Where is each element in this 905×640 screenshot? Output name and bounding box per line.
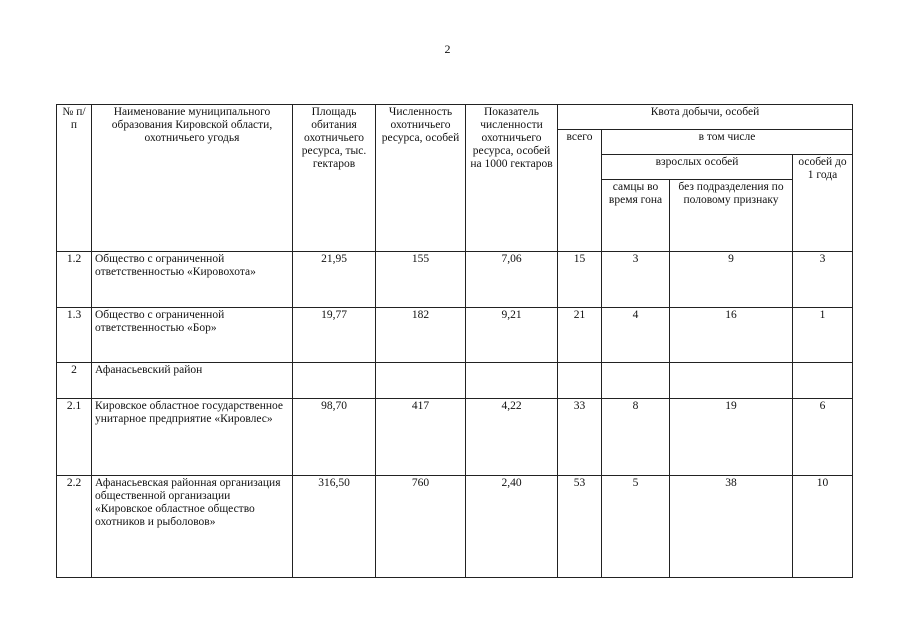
table-row	[57, 308, 853, 363]
cell-density	[466, 363, 558, 399]
cell-area: 316,50	[293, 476, 376, 578]
cell-density: 2,40	[466, 476, 558, 578]
cell-males: 8	[602, 399, 670, 476]
table-row	[57, 252, 853, 308]
header-adults: взрослых особей	[602, 155, 793, 180]
cell-young: 10	[793, 476, 853, 578]
cell-males: 4	[602, 308, 670, 363]
table-row	[57, 399, 853, 476]
cell-total: 33	[558, 399, 602, 476]
cell-nodiv: 38	[670, 476, 793, 578]
cell-name: Афанасьевская районная организация общественной организации «Кировское областное общество охотников и рыболовов»	[92, 476, 293, 578]
cell-no: 2.1	[57, 399, 92, 476]
cell-density: 4,22	[466, 399, 558, 476]
header-quota-total: всего	[558, 130, 602, 252]
cell-young: 1	[793, 308, 853, 363]
cell-name: Общество с ограниченной ответственностью «Кировохота»	[92, 252, 293, 308]
quota-table	[56, 104, 853, 578]
cell-nodiv: 16	[670, 308, 793, 363]
cell-count: 155	[376, 252, 466, 308]
cell-count: 182	[376, 308, 466, 363]
cell-young	[793, 363, 853, 399]
cell-area	[293, 363, 376, 399]
cell-no: 1.2	[57, 252, 92, 308]
cell-nodiv: 19	[670, 399, 793, 476]
cell-area: 98,70	[293, 399, 376, 476]
cell-name: Афанасьевский район	[92, 363, 293, 399]
page-number: 2	[444, 42, 451, 56]
header-no-sex-division: без подразделения по половому признаку	[670, 180, 793, 252]
cell-no: 1.3	[57, 308, 92, 363]
header-row	[57, 105, 853, 130]
header-area: Площадь обитания охотничьего ресурса, тыс. гектаров	[293, 105, 376, 252]
cell-total: 53	[558, 476, 602, 578]
cell-males: 5	[602, 476, 670, 578]
cell-males	[602, 363, 670, 399]
cell-name: Кировское областное государственное унитарное предприятие «Кировлес»	[92, 399, 293, 476]
cell-density: 7,06	[466, 252, 558, 308]
cell-total: 15	[558, 252, 602, 308]
cell-no: 2.2	[57, 476, 92, 578]
header-no: № п/п	[57, 105, 92, 252]
cell-count	[376, 363, 466, 399]
header-young: особей до 1 года	[793, 155, 853, 252]
cell-males: 3	[602, 252, 670, 308]
table-row	[57, 363, 853, 399]
cell-no: 2	[57, 363, 92, 399]
cell-young: 6	[793, 399, 853, 476]
cell-nodiv	[670, 363, 793, 399]
cell-total: 21	[558, 308, 602, 363]
cell-name: Общество с ограниченной ответственностью «Бор»	[92, 308, 293, 363]
cell-count: 760	[376, 476, 466, 578]
cell-density: 9,21	[466, 308, 558, 363]
cell-area: 21,95	[293, 252, 376, 308]
cell-count: 417	[376, 399, 466, 476]
cell-area: 19,77	[293, 308, 376, 363]
table-row	[57, 476, 853, 578]
header-including: в том числе	[602, 130, 853, 155]
cell-young: 3	[793, 252, 853, 308]
header-density: Показатель численности охотничьего ресурса, особей на 1000 гектаров	[466, 105, 558, 252]
header-count: Численность охотничьего ресурса, особей	[376, 105, 466, 252]
header-males-rut: самцы во время гона	[602, 180, 670, 252]
cell-total	[558, 363, 602, 399]
cell-nodiv: 9	[670, 252, 793, 308]
header-quota-group: Квота добычи, особей	[558, 105, 853, 130]
header-name: Наименование муниципального образования Кировской области, охотничьего угодья	[92, 105, 293, 252]
